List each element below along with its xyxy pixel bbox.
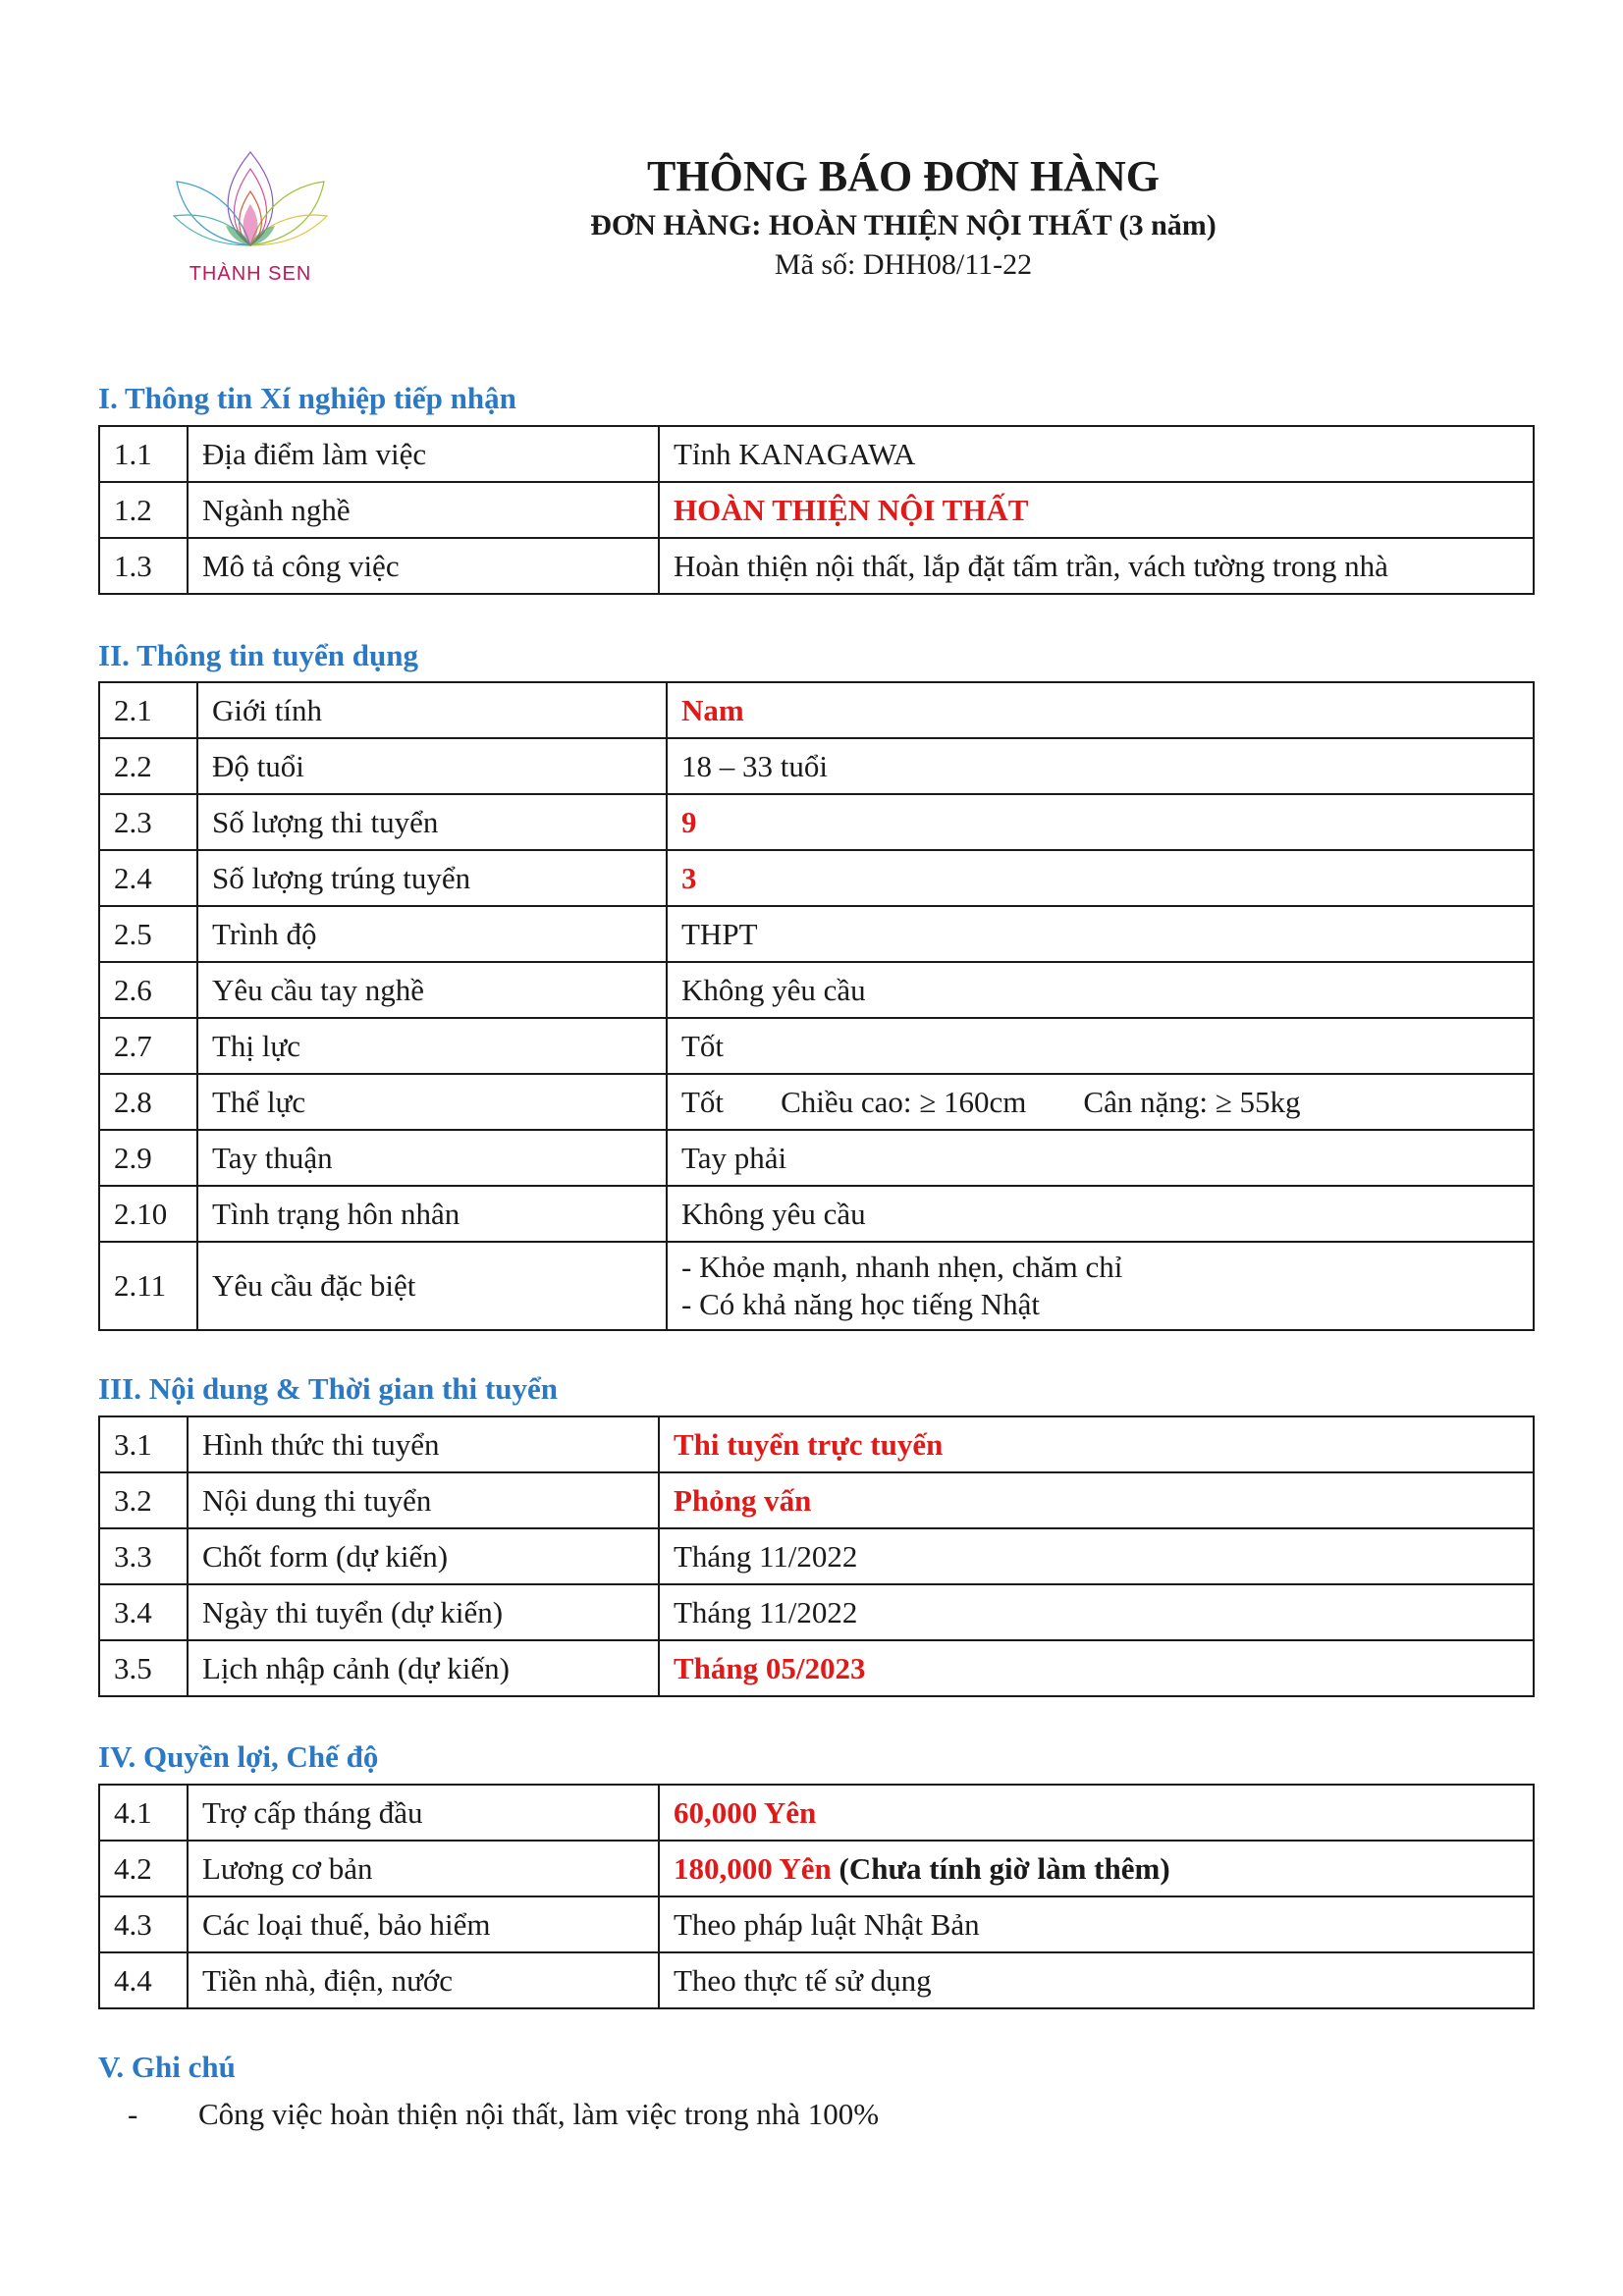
row-label: Số lượng thi tuyển <box>197 794 667 850</box>
table-row <box>99 682 1534 738</box>
row-label: Địa điểm làm việc <box>188 426 659 482</box>
row-label: Nội dung thi tuyển <box>188 1472 659 1528</box>
row-label: Độ tuổi <box>197 738 667 794</box>
order-code: Mã số: DHH08/11-22 <box>774 248 1033 281</box>
table-row <box>99 1640 1534 1696</box>
row-label: Trợ cấp tháng đầu <box>188 1785 659 1841</box>
section-4-table <box>98 1784 1535 2009</box>
table-row <box>99 1896 1534 1952</box>
table-row <box>99 1952 1534 2008</box>
section-1-table <box>98 425 1535 595</box>
row-label: Tay thuận <box>197 1130 667 1186</box>
section-2-title: II. Thông tin tuyển dụng <box>98 638 418 672</box>
special-requirement-1: - Khỏe mạnh, nhanh nhẹn, chăm chỉ <box>681 1250 1123 1284</box>
row-number: 2.4 <box>99 850 197 906</box>
row-value: Không yêu cầu <box>667 962 1534 1018</box>
row-label: Thị lực <box>197 1018 667 1074</box>
row-number: 2.5 <box>99 906 197 962</box>
row-value <box>667 1242 1534 1330</box>
table-row <box>99 1841 1534 1896</box>
row-number: 2.7 <box>99 1018 197 1074</box>
row-label: Lịch nhập cảnh (dự kiến) <box>188 1640 659 1696</box>
row-value: Thi tuyển trực tuyến <box>659 1416 1534 1472</box>
row-value: Theo pháp luật Nhật Bản <box>659 1896 1534 1952</box>
row-number: 3.3 <box>99 1528 188 1584</box>
note-item <box>128 2095 879 2134</box>
row-value <box>667 1074 1534 1130</box>
row-number: 2.9 <box>99 1130 197 1186</box>
table-row <box>99 794 1534 850</box>
row-number: 1.2 <box>99 482 188 538</box>
table-row <box>99 906 1534 962</box>
table-row <box>99 538 1534 594</box>
section-4-title: IV. Quyền lợi, Chế độ <box>98 1739 379 1774</box>
table-row <box>99 1528 1534 1584</box>
document-header <box>491 147 1316 285</box>
row-value: Hoàn thiện nội thất, lắp đặt tấm trần, vách tường trong nhà <box>659 538 1534 594</box>
row-number: 3.1 <box>99 1416 188 1472</box>
table-row <box>99 962 1534 1018</box>
logo-text: THÀNH SEN <box>189 263 312 285</box>
row-number: 3.4 <box>99 1584 188 1640</box>
row-number: 2.11 <box>99 1242 197 1330</box>
row-number: 4.2 <box>99 1841 188 1896</box>
row-number: 2.3 <box>99 794 197 850</box>
row-label: Các loại thuế, bảo hiểm <box>188 1896 659 1952</box>
table-row <box>99 1074 1534 1130</box>
row-value: Tốt <box>667 1018 1534 1074</box>
table-row <box>99 426 1534 482</box>
row-number: 1.3 <box>99 538 188 594</box>
row-value: THPT <box>667 906 1534 962</box>
basic-salary: 180,000 Yên <box>674 1850 832 1886</box>
table-row <box>99 1186 1534 1242</box>
row-value: Tháng 11/2022 <box>659 1584 1534 1640</box>
row-label: Chốt form (dự kiến) <box>188 1528 659 1584</box>
row-label: Lương cơ bản <box>188 1841 659 1896</box>
row-label: Tiền nhà, điện, nước <box>188 1952 659 2008</box>
row-number: 2.6 <box>99 962 197 1018</box>
table-row <box>99 1416 1534 1472</box>
row-value: HOÀN THIỆN NỘI THẤT <box>659 482 1534 538</box>
row-label: Mô tả công việc <box>188 538 659 594</box>
row-number: 4.4 <box>99 1952 188 2008</box>
row-number: 4.1 <box>99 1785 188 1841</box>
row-number: 2.8 <box>99 1074 197 1130</box>
table-row <box>99 1130 1534 1186</box>
row-value: 60,000 Yên <box>659 1785 1534 1841</box>
row-label: Trình độ <box>197 906 667 962</box>
section-5-title: V. Ghi chú <box>98 2050 236 2084</box>
row-number: 2.2 <box>99 738 197 794</box>
row-value: 18 – 33 tuổi <box>667 738 1534 794</box>
row-number: 2.10 <box>99 1186 197 1242</box>
row-value: Không yêu cầu <box>667 1186 1534 1242</box>
row-value: Tay phải <box>667 1130 1534 1186</box>
order-subtitle: ĐƠN HÀNG: HOÀN THIỆN NỘI THẤT (3 năm) <box>590 209 1217 241</box>
table-row <box>99 1018 1534 1074</box>
section-3-table <box>98 1415 1535 1697</box>
row-value: 3 <box>667 850 1534 906</box>
note-text: Công việc hoàn thiện nội thất, làm việc trong nhà 100% <box>198 2097 880 2131</box>
table-row <box>99 1785 1534 1841</box>
row-label: Tình trạng hôn nhân <box>197 1186 667 1242</box>
section-3-title: III. Nội dung & Thời gian thi tuyển <box>98 1371 558 1406</box>
special-requirement-2: - Có khả năng học tiếng Nhật <box>681 1287 1041 1321</box>
row-label: Ngành nghề <box>188 482 659 538</box>
row-number: 3.5 <box>99 1640 188 1696</box>
fitness-value: Tốt <box>681 1084 725 1119</box>
row-number: 2.1 <box>99 682 197 738</box>
row-label: Giới tính <box>197 682 667 738</box>
lotus-icon <box>169 147 332 260</box>
table-row <box>99 850 1534 906</box>
table-row <box>99 738 1534 794</box>
row-value: Tháng 11/2022 <box>659 1528 1534 1584</box>
company-logo <box>169 147 332 294</box>
row-label: Ngày thi tuyển (dự kiến) <box>188 1584 659 1640</box>
row-label: Hình thức thi tuyển <box>188 1416 659 1472</box>
row-number: 3.2 <box>99 1472 188 1528</box>
note-bullet: - <box>128 2097 138 2131</box>
row-label: Yêu cầu đặc biệt <box>197 1242 667 1330</box>
row-label: Số lượng trúng tuyển <box>197 850 667 906</box>
row-number: 4.3 <box>99 1896 188 1952</box>
row-value: Phỏng vấn <box>659 1472 1534 1528</box>
table-row <box>99 1584 1534 1640</box>
table-row <box>99 1242 1534 1330</box>
row-value: 9 <box>667 794 1534 850</box>
section-1-title: I. Thông tin Xí nghiệp tiếp nhận <box>98 381 516 415</box>
section-2-table <box>98 681 1535 1331</box>
row-value: Theo thực tế sử dụng <box>659 1952 1534 2008</box>
table-row <box>99 1472 1534 1528</box>
row-label: Yêu cầu tay nghề <box>197 962 667 1018</box>
table-row <box>99 482 1534 538</box>
row-value: Nam <box>667 682 1534 738</box>
document-title: THÔNG BÁO ĐƠN HÀNG <box>647 152 1160 200</box>
height-requirement: Chiều cao: ≥ 160cm <box>781 1084 1027 1119</box>
row-number: 1.1 <box>99 426 188 482</box>
salary-note: (Chưa tính giờ làm thêm) <box>839 1850 1170 1886</box>
row-value: Tỉnh KANAGAWA <box>659 426 1534 482</box>
row-label: Thể lực <box>197 1074 667 1130</box>
weight-requirement: Cân nặng: ≥ 55kg <box>1083 1084 1301 1119</box>
row-value: Tháng 05/2023 <box>659 1640 1534 1696</box>
row-value <box>659 1841 1534 1896</box>
